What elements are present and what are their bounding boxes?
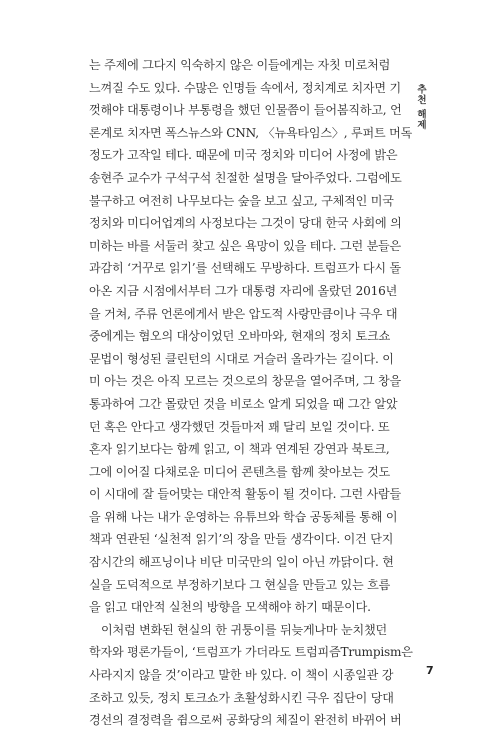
text-line: 느껴질 수도 있다. 수많은 인명들 속에서, 정치계로 치자면 기 [89,80,402,95]
text-line: 잠시간의 해프닝이나 비단 미국만의 일이 아닌 까닭이다. 현 [89,555,394,570]
text-line: 아온 지금 시점에서부터 그가 대통령 자리에 올랐던 2016년 [89,283,398,298]
text-line: 껏해야 대통령이나 부통령을 했던 인물쯤이 들어봄직하고, 언 [89,103,402,118]
text-line: 는 주제에 그다지 익숙하지 않은 이들에게는 자칫 미로처럼 [89,58,391,72]
text-line: 론계로 치자면 폭스뉴스와 CNN, 〈뉴욕타임스〉, 루퍼트 머독 [89,125,413,140]
text-line: 책과 연관된 ‘실천적 읽기’의 장을 만들 생각이다. 이건 단지 [89,532,394,547]
text-line: 조하고 있듯, 정치 토크쇼가 초활성화시킨 극우 집단이 당대 [89,690,394,705]
section-tab: 추천 해제 [415,84,426,131]
text-line: 정도가 고작일 테다. 때문에 미국 정치와 미디어 사정에 밝은 [89,148,398,163]
text-line: 그에 이어질 다채로운 미디어 콘텐츠를 함께 찾아보는 것도 [89,464,391,479]
text-line: 던 혹은 안다고 생각했던 것들마저 꽤 달리 보일 것이다. 또 [89,419,390,434]
text-line: 학자와 평론가들이, ‘트럼프가 가더라도 트럼피즘Trumpism은 [89,645,413,660]
text-line: 중에게는 혐오의 대상이었던 오바마와, 현재의 정치 토크쇼 [89,329,391,344]
text-line: 이처럼 변화된 현실의 한 귀퉁이를 뒤늦게나마 눈치챘던 [101,622,387,637]
page-number: 7 [426,664,434,677]
text-line: 을 거쳐, 주류 언론에게서 받은 압도적 사랑만큼이나 극우 대 [89,306,398,321]
text-line: 미하는 바를 서둘러 찾고 싶은 욕망이 있을 테다. 그런 분들은 [89,238,402,253]
text-line: 문법이 형성된 클린턴의 시대로 거슬러 올라가는 길이다. 이 [89,351,394,366]
text-line: 경선의 결정력을 쥠으로써 공화당의 체질이 완전히 바뀌어 버 [89,713,402,728]
text-line: 과감히 ‘거꾸로 읽기’를 선택해도 무방하다. 트럼프가 다시 돌 [89,261,402,276]
text-line: 정치와 미디어업계의 사정보다는 그것이 당대 한국 사회에 의 [89,216,402,231]
body-text [89,54,413,732]
text-line: 을 위해 나는 내가 운영하는 유튜브와 학습 공동체를 통해 이 [89,509,398,524]
text-line: 송현주 교수가 구석구석 친절한 설명을 달아주었다. 그럼에도 [89,170,402,185]
text-line: 혼자 읽기보다는 함께 읽고, 이 책과 연계된 강연과 북토크, [89,442,390,457]
text-line: 불구하고 여전히 나무보다는 숲을 보고 싶고, 구체적인 미국 [89,193,394,208]
text-line: 사라지지 않을 것’이라고 말한 바 있다. 이 책이 시종일관 강 [89,668,394,683]
text-line: 실을 도덕적으로 부정하기보다 그 현실을 만들고 있는 흐름 [89,577,391,592]
text-line: 통과하여 그간 몰랐던 것을 비로소 알게 되었을 때 그간 알았 [89,396,398,411]
text-line: 을 읽고 대안적 실천의 방향을 모색해야 하기 때문이다. [89,600,371,615]
text-line: 미 아는 것은 아직 모르는 것으로의 창문을 열어주며, 그 창을 [89,374,402,389]
text-line: 이 시대에 잘 들어맞는 대안적 활동이 될 것이다. 그런 사람들 [89,487,402,502]
